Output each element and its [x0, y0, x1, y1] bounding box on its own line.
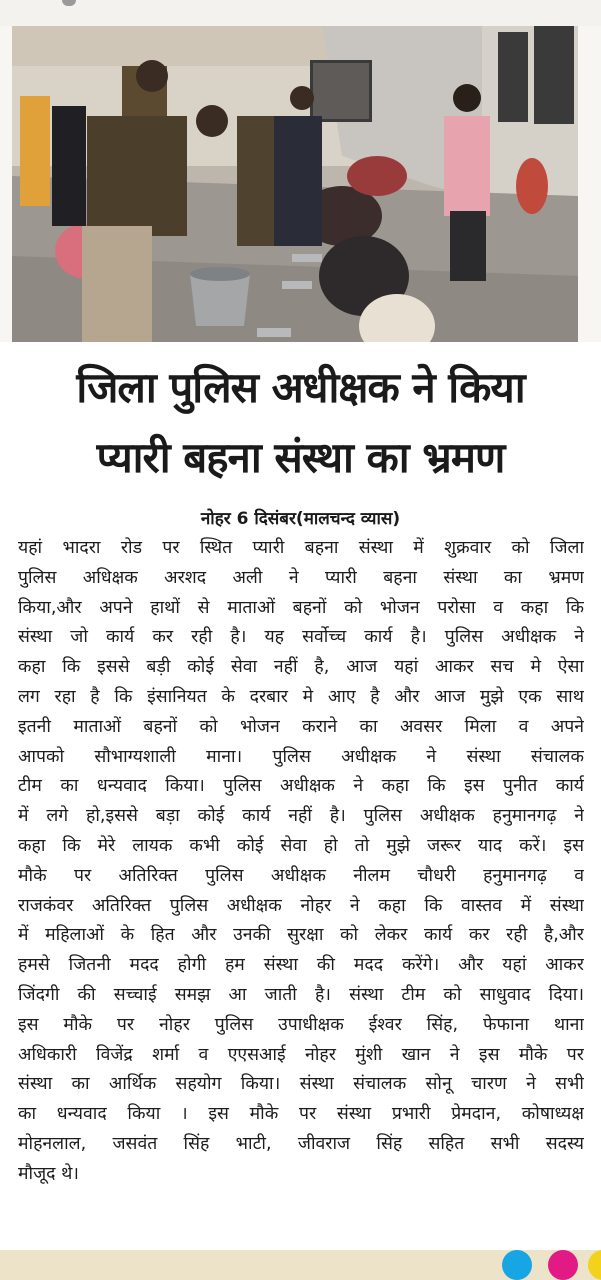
headline-line-1: जिला पुलिस अधीक्षक ने किया	[76, 363, 525, 412]
body-line: लग रहा है कि इंसानियत के दरबार मे आए है और आज मुझे एक साथ	[18, 686, 584, 707]
body-line: पुलिस अधिक्षक अरशद अली ने प्यारी बहना संस्था का भ्रमण	[18, 567, 584, 588]
dateline: नोहर 6 दिसंबर(मालचन्द व्यास)	[200, 509, 401, 529]
page-edge-left	[0, 26, 12, 342]
page-edge-right	[578, 26, 601, 342]
body-line: अधिकारी विजेंद्र शर्मा व एएसआई नोहर मुंशी खान ने इस मौके पर	[18, 1044, 584, 1065]
top-mark	[62, 0, 76, 6]
article-body	[18, 534, 584, 1190]
body-line: इतनी माताओं बहनों को भोजन कराने का अवसर मिला व अपने	[18, 716, 584, 737]
body-line: का धन्यवाद किया । इस मौके पर संस्था प्रभारी प्रेमदान, कोषाध्यक्ष	[18, 1104, 584, 1125]
body-line: मौके पर अतिरिक्त पुलिस अधीक्षक नीलम चौधरी हनुमानगढ़ व	[18, 865, 584, 886]
body-line: यहां भादरा रोड पर स्थित प्यारी बहना संस्था में शुक्रवार को जिला	[18, 538, 584, 558]
headline-line-2: प्यारी बहना संस्था का भ्रमण	[96, 433, 505, 482]
body-line: जिंदगी की सच्चाई समझ आ जाती है। संस्था टीम को साधुवाद दिया।	[18, 984, 584, 1005]
body-line: टीम का धन्यवाद किया। पुलिस अधीक्षक ने कहा कि इस पुनीत कार्य	[18, 776, 584, 797]
body-line: आपको सौभाग्यशाली माना। पुलिस अधीक्षक ने संस्था संचालक	[18, 746, 584, 767]
body-line: कहा कि इससे बड़ी कोई सेवा नहीं है, आज यहां आकर सच मे ऐसा	[18, 657, 584, 678]
top-strip	[0, 0, 601, 26]
body-line: हमसे जितनी मदद होगी हम संस्था की मदद करेंगे। और यहां आकर	[18, 955, 584, 976]
body-line: में महिलाओं के हित और उनकी सुरक्षा को लेकर कार्य कर रही है,और	[18, 925, 584, 946]
registration-dot-magenta	[548, 1250, 578, 1280]
body-line: मोहनलाल, जसवंत सिंह भाटी, जीवराज सिंह सहित सभी सदस्य	[18, 1133, 584, 1154]
body-line: किया,और अपने हाथों से माताओं बहनों को भोजन परोसा व कहा कि	[18, 597, 584, 618]
body-line: मौजूद थे।	[18, 1163, 79, 1184]
body-line: में लगे हो,इससे बड़ा कोई कार्य नहीं है। पुलिस अधीक्षक हनुमानगढ़ ने	[18, 806, 584, 827]
news-photo-image	[12, 26, 578, 342]
news-photo	[12, 26, 578, 342]
body-line: संस्था जो कार्य कर रही है। यह सर्वोच्च कार्य है। पुलिस अधीक्षक ने	[18, 627, 584, 648]
body-line: संस्था का आर्थिक सहयोग किया। संस्था संचालक सोनू चारण ने सभी	[18, 1074, 584, 1095]
body-line: इस मौके पर नोहर पुलिस उपाधीक्षक ईश्वर सिंह, फेफाना थाना	[18, 1014, 584, 1035]
body-line: राजकंवर अतिरिक्त पुलिस अधीक्षक नोहर ने कहा कि वास्तव में संस्था	[18, 895, 584, 916]
registration-dot-cyan	[502, 1250, 532, 1280]
body-line: कहा कि मेरे लायक कभी कोई सेवा हो तो मुझे जरूर याद करें। इस	[18, 835, 584, 856]
